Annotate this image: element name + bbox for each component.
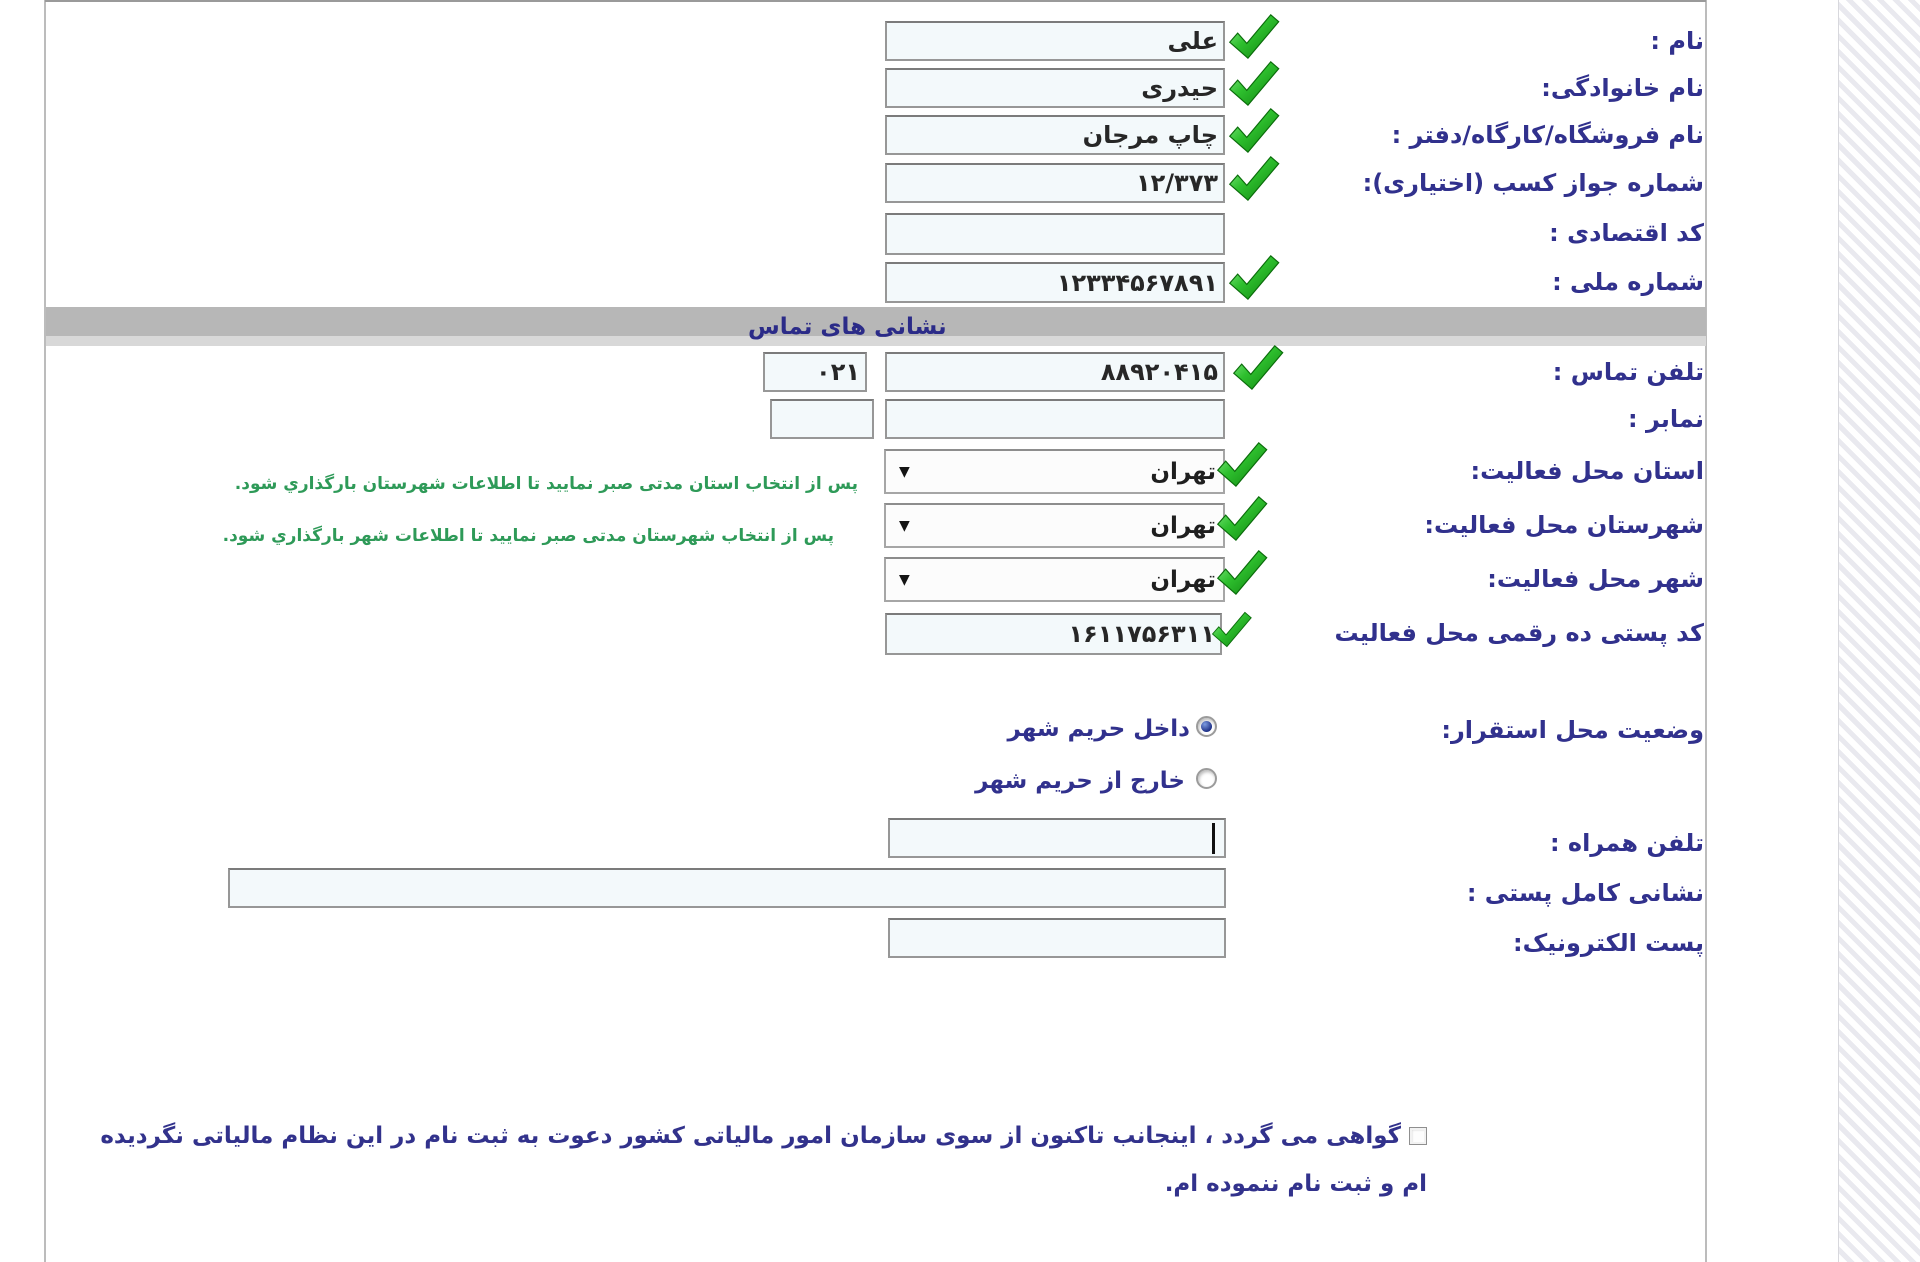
phone-area-code-input[interactable] [763,352,867,392]
valid-check-icon [1212,440,1269,489]
label-email: پست الکترونیک: [1512,929,1704,957]
label-postal-address: نشانی کامل پستی : [1466,879,1704,907]
fax-number-input[interactable] [885,399,1225,439]
email-input[interactable] [888,918,1226,958]
last-name-input[interactable] [885,68,1225,108]
county-selected-value: تهران [1150,512,1216,539]
postal-address-input[interactable] [228,868,1226,908]
form-right-border [1705,0,1707,1262]
label-shop-name: نام فروشگاه/کارگاه/دفتر : [1391,121,1704,149]
first-name-input[interactable] [885,21,1225,61]
label-first-name: نام : [1650,27,1704,55]
fax-area-code-input[interactable] [770,399,874,439]
county-select[interactable] [884,503,1225,548]
valid-check-icon [1208,611,1253,648]
label-phone: تلفن تماس : [1552,358,1704,386]
label-mobile-phone: تلفن همراه : [1549,829,1704,857]
province-select[interactable] [884,449,1225,494]
province-selected-value: تهران [1150,458,1216,485]
declaration-text: گواهی می گردد ، اینجانب تاکنون از سوی سازمان امور مالیاتی کشور دعوت به ثبت نام در این نظام مالیاتی نگردیده ام و ثبت نام ننموده ام. [100,1123,1427,1197]
radio-inside-city-limits[interactable] [1196,716,1217,737]
text-cursor [1212,823,1215,854]
valid-check-icon [1224,106,1281,155]
valid-check-icon [1212,548,1269,597]
license-number-input[interactable] [885,163,1225,203]
valid-check-icon [1224,12,1281,61]
label-economic-code: کد اقتصادی : [1549,219,1704,247]
label-fax: نمابر : [1627,405,1704,433]
city-selected-value: تهران [1150,566,1216,593]
form-top-border [45,0,1706,2]
label-license-number: شماره جواز کسب (اختیاری): [1362,169,1704,197]
postal-code-input[interactable] [885,613,1222,655]
radio-label-outside-city[interactable]: خارج از حریم شهر [975,768,1185,794]
shop-name-input[interactable] [885,115,1225,155]
valid-check-icon [1212,494,1269,543]
label-county: شهرستان محل فعالیت: [1424,511,1704,539]
city-select[interactable] [884,557,1225,602]
form-left-border [44,0,46,1262]
label-last-name: نام خانوادگی: [1541,74,1704,102]
section-title-contact: نشانی های تماس [748,314,947,340]
declaration-checkbox[interactable] [1409,1127,1427,1145]
valid-check-icon [1224,59,1281,108]
dropdown-arrow-icon: ▼ [899,571,910,588]
dropdown-arrow-icon: ▼ [899,517,910,534]
national-id-input[interactable] [885,262,1225,303]
province-hint-text: پس از انتخاب استان مدتی صبر نمایید تا اطلاعات شهرستان بارگذاري شود. [234,474,858,494]
label-postal-code: کد پستی ده رقمی محل فعالیت [1334,619,1704,647]
declaration-paragraph [69,1112,1427,1208]
economic-code-input[interactable] [885,213,1225,255]
label-province: استان محل فعالیت: [1470,457,1704,485]
page-background-hatch [1838,0,1920,1262]
radio-outside-city-limits[interactable] [1196,768,1217,789]
mobile-phone-input[interactable] [888,818,1226,858]
phone-number-input[interactable] [885,352,1225,392]
county-hint-text: پس از انتخاب شهرستان مدتی صبر نمایید تا اطلاعات شهر بارگذاري شود. [222,526,834,546]
dropdown-arrow-icon: ▼ [899,463,910,480]
radio-label-inside-city[interactable]: داخل حریم شهر [1007,716,1190,742]
label-location-status: وضعیت محل استقرار: [1441,716,1704,744]
valid-check-icon [1224,154,1281,203]
valid-check-icon [1228,343,1285,392]
label-national-id: شماره ملی : [1552,268,1704,296]
valid-check-icon [1224,253,1281,302]
label-city: شهر محل فعالیت: [1487,565,1704,593]
